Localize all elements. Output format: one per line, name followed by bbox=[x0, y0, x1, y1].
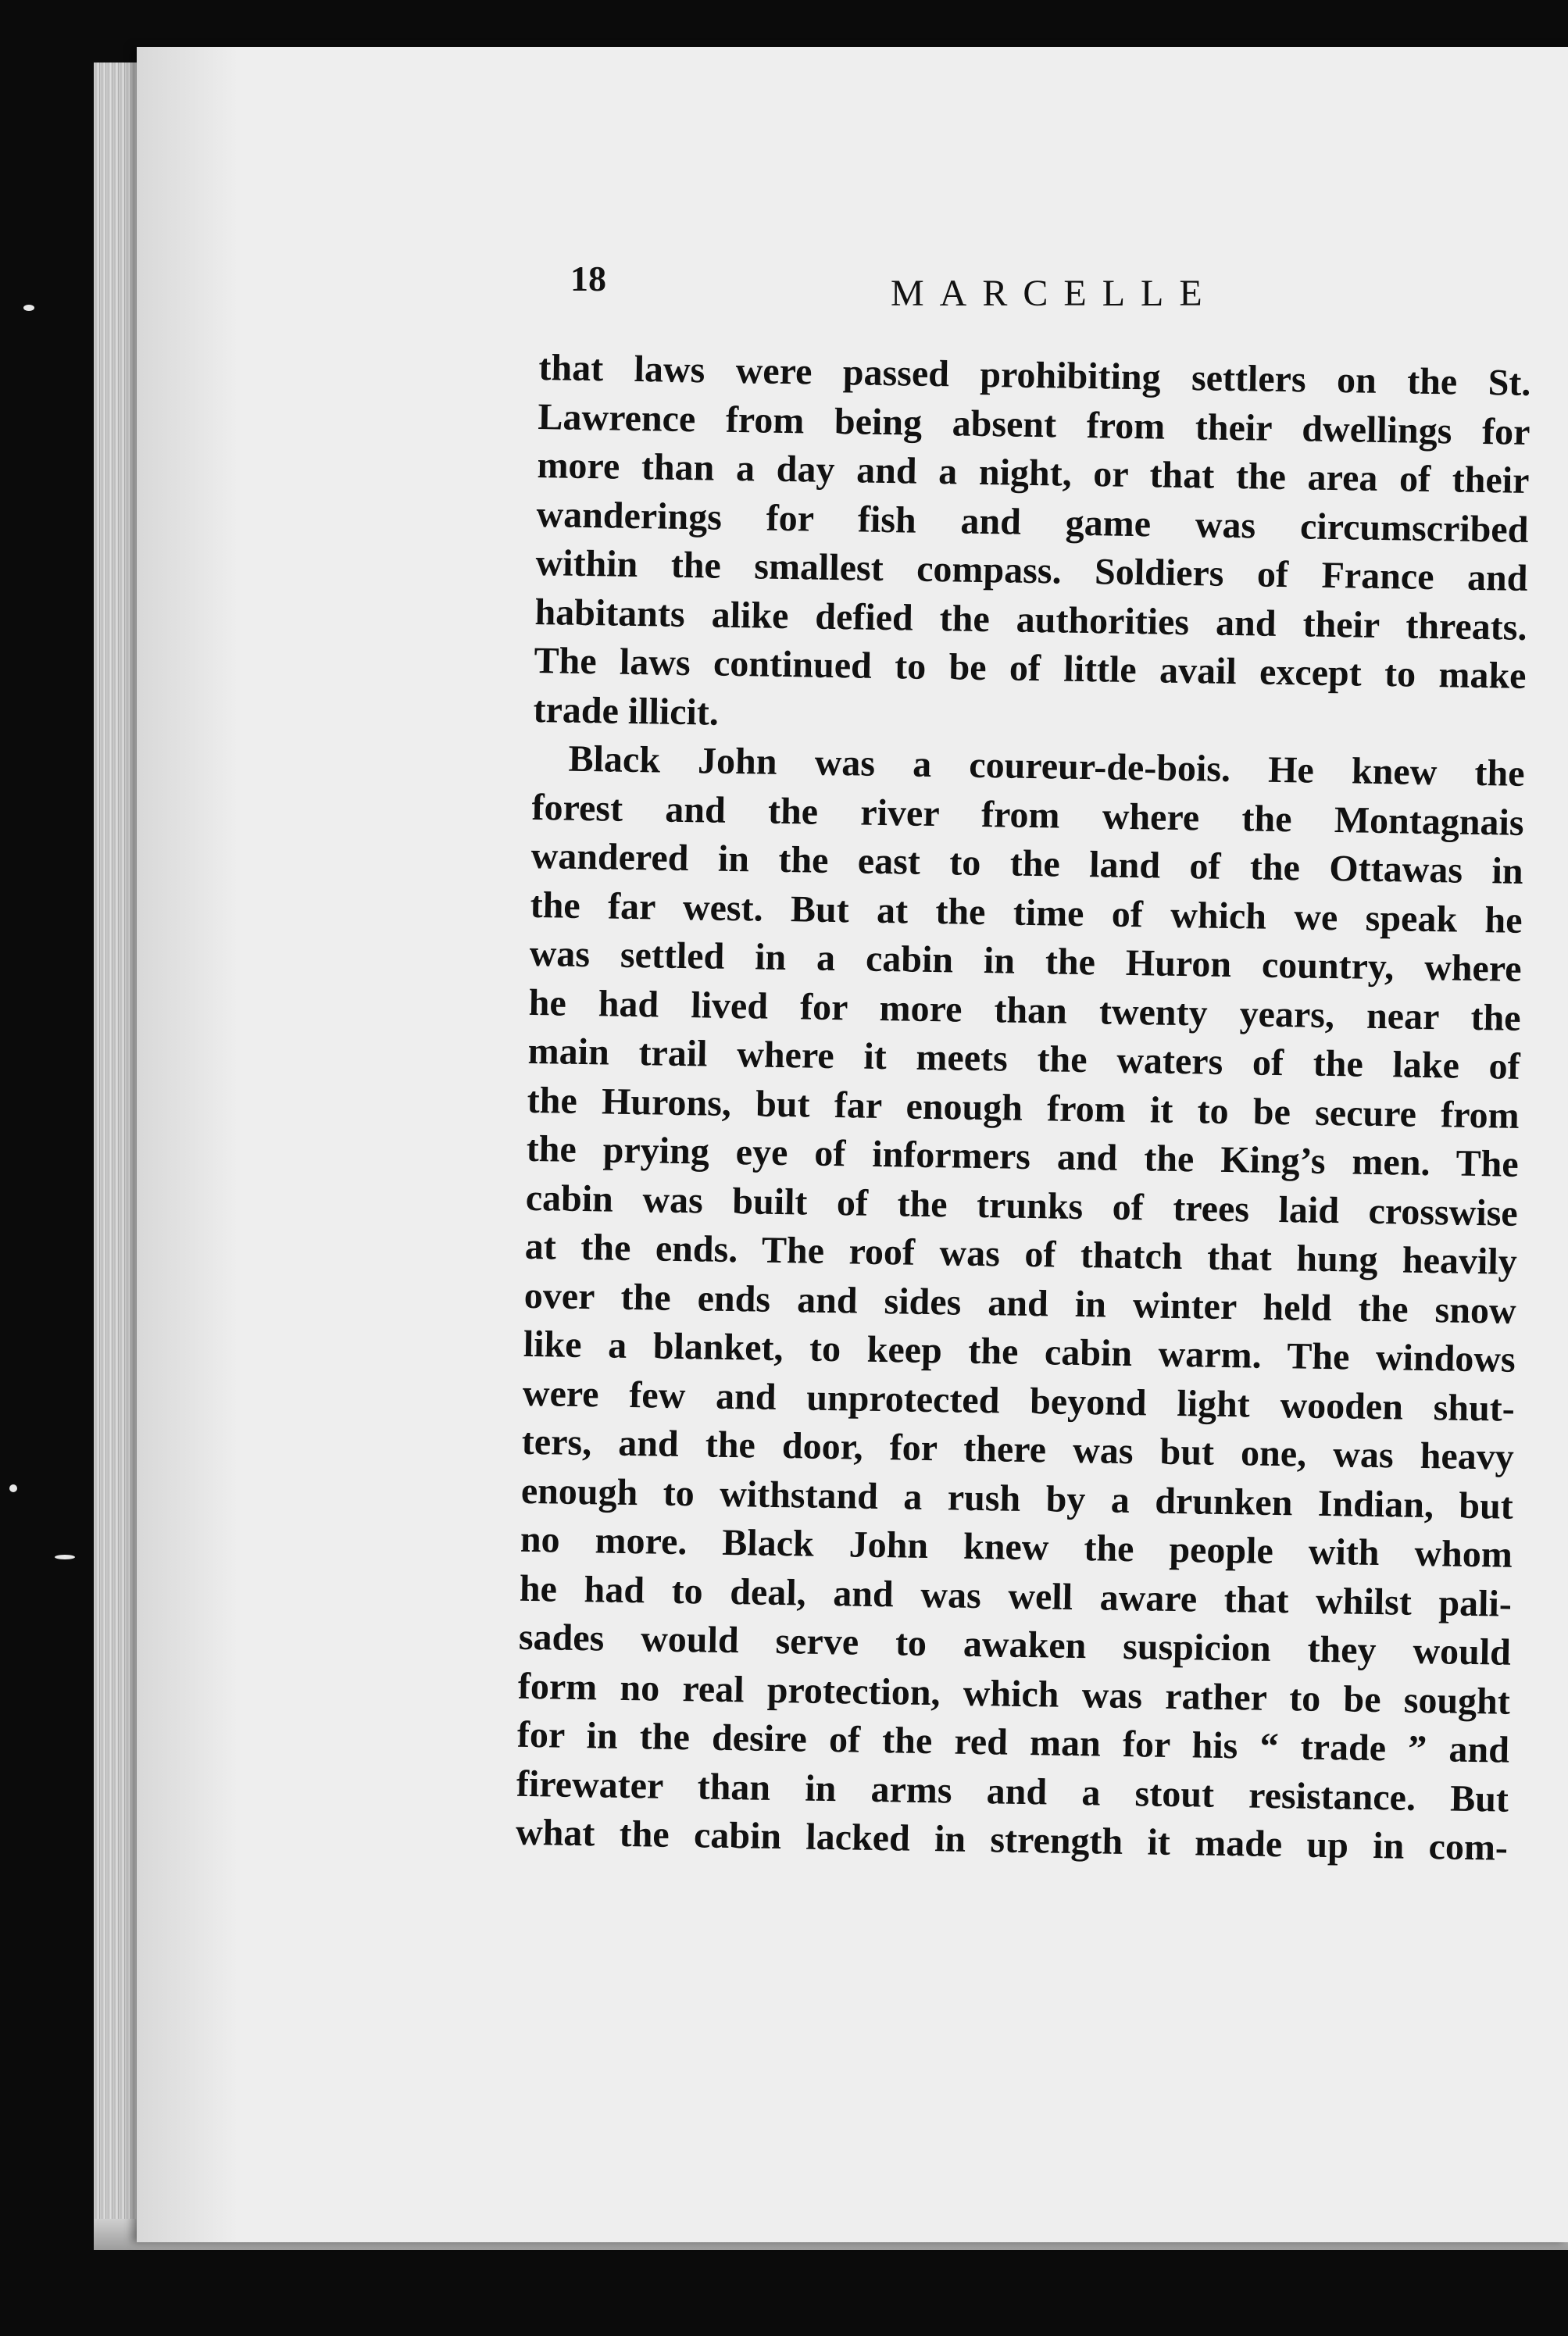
text-line: The laws continued to be of little avail except to make bbox=[534, 639, 1527, 697]
text-line: like a blanket, to keep the cabin warm. The windows bbox=[523, 1323, 1516, 1381]
text-line: habitants alike defied the authorities and their threats. bbox=[534, 591, 1527, 648]
text-line: for in the desire of the red man for his “ trade ” and bbox=[516, 1713, 1510, 1771]
gutter-shadow bbox=[137, 47, 238, 2242]
text-line: he had lived for more than twenty years, near the bbox=[528, 981, 1522, 1039]
text-line: Lawrence from being absent from their dwellings for bbox=[538, 395, 1530, 453]
text-line: that laws were passed prohibiting settlers on the St. bbox=[538, 346, 1531, 404]
text-line: more than a day and a night, or that the area of their bbox=[537, 444, 1530, 502]
text-line: the prying eye of informers and the King’s men. The bbox=[526, 1127, 1520, 1185]
running-title: MARCELLE bbox=[891, 273, 1218, 314]
text-line: what the cabin lacked in strength it made up in com- bbox=[515, 1811, 1509, 1869]
text-line: enough to withstand a rush by a drunken Indian, but bbox=[520, 1470, 1514, 1527]
text-line: sades would serve to awaken suspicion they would bbox=[518, 1616, 1512, 1673]
text-line: ters, and the door, for there was but one, was heavy bbox=[521, 1420, 1515, 1478]
paragraph-1 bbox=[533, 344, 1531, 750]
scan-speck bbox=[9, 1484, 17, 1492]
page-number: 18 bbox=[570, 259, 606, 298]
text-line: wanderings for fish and game was circumscribed bbox=[536, 493, 1529, 551]
page-header bbox=[570, 258, 1531, 328]
text-line: within the smallest compass. Soldiers of France and bbox=[535, 541, 1528, 599]
text-line: the far west. But at the time of which we speak he bbox=[530, 884, 1523, 941]
text-line: were few and unprotected beyond light wooden shut- bbox=[522, 1372, 1516, 1430]
text-line: main trail where it meets the waters of the lake of bbox=[527, 1030, 1521, 1088]
body-text bbox=[516, 344, 1531, 1873]
text-line: the Hurons, but far enough from it to be secure from bbox=[527, 1079, 1520, 1137]
scan-speck bbox=[23, 305, 34, 311]
text-line: at the ends. The roof was of thatch that hung heavily bbox=[524, 1225, 1518, 1283]
scan-speck bbox=[55, 1555, 75, 1559]
text-line: firewater than in arms and a stout resistance. But bbox=[516, 1763, 1509, 1820]
text-line: cabin was built of the trunks of trees laid crosswise bbox=[525, 1177, 1519, 1234]
text-line: Black John was a coureur-de-bois. He knew the bbox=[568, 738, 1525, 795]
text-line: he had to deal, and was well aware that whilst pali- bbox=[519, 1567, 1513, 1625]
text-line: trade illicit. bbox=[533, 688, 720, 734]
text-line: form no real protection, which was rather to be sought bbox=[517, 1665, 1511, 1723]
text-line: no more. Black John knew the people with whom bbox=[520, 1518, 1513, 1576]
paragraph-2 bbox=[516, 734, 1525, 1873]
text-line: forest and the river from where the Montagnais bbox=[531, 786, 1524, 844]
text-line: wandered in the east to the land of the Ottawas in bbox=[530, 834, 1523, 892]
text-line: was settled in a cabin in the Huron country, where bbox=[529, 932, 1522, 990]
text-line: over the ends and sides and in winter held the snow bbox=[523, 1274, 1517, 1332]
